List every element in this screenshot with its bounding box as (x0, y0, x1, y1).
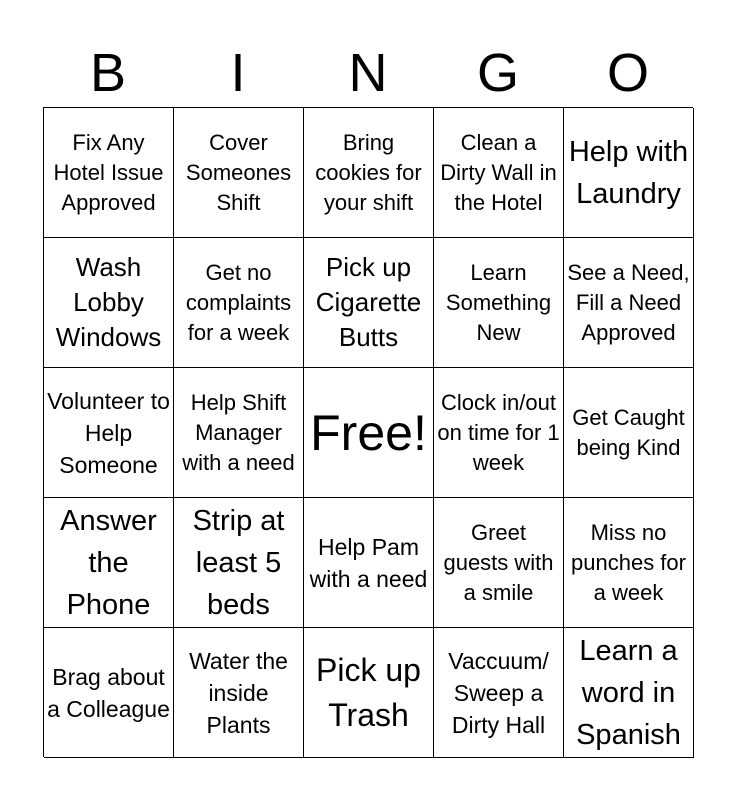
free-text: Free! (310, 404, 427, 461)
bingo-cell[interactable] (564, 628, 694, 758)
cell-text: Cover Someones Shift (185, 129, 292, 215)
bingo-cell[interactable] (44, 108, 174, 238)
cell-text: Brag about a Colleague (47, 663, 170, 722)
cell-text: Answer the Phone (60, 504, 157, 621)
bingo-cell[interactable] (44, 238, 174, 368)
header-letter-g: G (476, 43, 519, 103)
bingo-board (43, 107, 693, 757)
bingo-cell[interactable] (174, 238, 304, 368)
cell-text: Vaccuum/ Sweep a Dirty Hall (448, 647, 549, 738)
cell-text: Wash Lobby Windows (55, 252, 162, 352)
bingo-free-cell[interactable] (304, 368, 434, 498)
header-letter-o: O (606, 43, 649, 103)
cell-text: Bring cookies for your shift (315, 129, 422, 215)
header-letter-i: I (230, 43, 246, 103)
bingo-cell[interactable] (564, 238, 694, 368)
cell-text: Greet guests with a smile (443, 519, 554, 605)
cell-text: Fix Any Hotel Issue Approved (53, 129, 164, 215)
header-letter-n: N (348, 43, 388, 103)
cell-text: Miss no punches for a week (571, 519, 686, 605)
bingo-cell[interactable] (44, 368, 174, 498)
cell-text: Clock in/out on time for 1 week (437, 389, 560, 475)
bingo-cell[interactable] (174, 368, 304, 498)
bingo-cell[interactable] (304, 108, 434, 238)
bingo-cell[interactable] (564, 498, 694, 628)
bingo-cell[interactable] (434, 628, 564, 758)
cell-text: Pick up Cigarette Butts (315, 252, 422, 352)
bingo-header (43, 40, 693, 106)
bingo-cell[interactable] (174, 108, 304, 238)
cell-text: Learn Something New (445, 259, 552, 345)
bingo-cell[interactable] (434, 108, 564, 238)
cell-text: Help with Laundry (568, 135, 689, 210)
cell-text: See a Need, Fill a Need Approved (567, 259, 690, 345)
cell-text: Help Pam with a need (309, 533, 428, 592)
cell-text: Clean a Dirty Wall in the Hotel (440, 129, 557, 215)
bingo-cell[interactable] (434, 238, 564, 368)
bingo-cell[interactable] (304, 238, 434, 368)
cell-text: Get Caught being Kind (572, 404, 685, 460)
bingo-cell[interactable] (304, 498, 434, 628)
cell-text: Get no complaints for a week (185, 259, 292, 345)
header-letter-b: B (89, 43, 127, 103)
bingo-cell[interactable] (564, 368, 694, 498)
bingo-cell[interactable] (434, 368, 564, 498)
bingo-cell[interactable] (564, 108, 694, 238)
cell-text: Help Shift Manager with a need (182, 389, 295, 475)
cell-text: Pick up Trash (316, 651, 421, 733)
cell-text: Strip at least 5 beds (192, 504, 285, 621)
cell-text: Water the inside Plants (189, 647, 288, 738)
bingo-cell[interactable] (174, 628, 304, 758)
cell-text: Learn a word in Spanish (576, 634, 681, 751)
bingo-cell[interactable] (434, 498, 564, 628)
bingo-cell[interactable] (174, 498, 304, 628)
bingo-cell[interactable] (44, 498, 174, 628)
bingo-cell[interactable] (304, 628, 434, 758)
cell-text: Volunteer to Help Someone (47, 387, 170, 478)
bingo-cell[interactable] (44, 628, 174, 758)
